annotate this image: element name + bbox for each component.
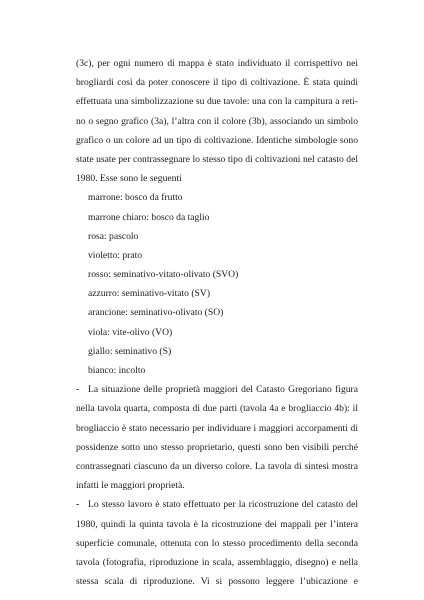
legend-item: giallo: seminativo (S) <box>88 345 172 357</box>
text-line: brogliaccio è stato necessario per individuare i maggiori accorpamenti di <box>76 422 358 434</box>
paragraph-coltivazioni <box>76 54 358 188</box>
color-legend-list <box>76 188 358 380</box>
bullet-marker: - <box>76 499 80 511</box>
text-line: (3c), per ogni numero di mappa è stato individuato il corrispettivo nei <box>76 58 358 69</box>
legend-item: azzurro: seminativo-vitato (SV) <box>88 288 211 300</box>
text-line: 1980. Esse sono le seguenti <box>76 173 182 185</box>
text-line: superficie comunale, ottenuta con lo stesso procedimento della seconda <box>76 537 358 549</box>
text-line: La situazione delle proprietà maggiori del Catasto Gregoriano figura <box>88 384 358 396</box>
text-line: brogliardi così da poter conoscere il tipo di coltivazione. È stata quindi <box>76 77 358 89</box>
legend-item: arancione: seminativo-olivato (SO) <box>88 307 224 319</box>
text-line: stessa scala di riproduzione. Vi si possono leggere l’ubicazione e <box>76 576 358 588</box>
legend-item: marrone chiaro: bosco da taglio <box>88 211 210 223</box>
legend-item: violetto: prato <box>88 249 143 261</box>
text-line: effettuata una simbolizzazione su due tavole: una con la campitura a reti- <box>76 96 358 108</box>
bullet-paragraph-proprieta <box>76 380 358 495</box>
legend-item: rosa: pascolo <box>88 230 139 242</box>
legend-item: rosso: seminativo-vitato-olivato (SVO) <box>88 269 239 281</box>
bullet-marker: - <box>76 384 80 396</box>
bullet-paragraph-catasto-1980 <box>76 495 358 591</box>
legend-item: marrone: bosco da frutto <box>88 192 183 204</box>
body-text <box>76 54 358 591</box>
text-line: grafico o un colore ad un tipo di coltivazione. Identiche simbologie sono <box>76 134 358 146</box>
text-line: state usate per contrassegnare lo stesso tipo di coltivazioni nel catasto del <box>76 153 358 165</box>
text-line: tavola (fotografia, riproduzione in scala, assemblaggio, disegno) e nella <box>76 556 358 568</box>
text-line: contrassegnati ciascuno da un diverso colore. La tavola di sintesi mostra <box>76 460 358 472</box>
legend-item: bianco: incolto <box>88 365 146 376</box>
text-line: possidenze sotto uno stesso proprietario, questi sono ben visibili perché <box>76 441 358 453</box>
text-line: no o segno grafico (3a), l’altra con il colore (3b), associando un simbolo <box>76 115 358 127</box>
text-line: infatti le maggiori proprietà. <box>76 480 185 492</box>
text-line: nella tavola quarta, composta di due parti (tavola 4a e brogliaccio 4b): il <box>76 403 358 415</box>
text-line: Lo stesso lavoro è stato effettuato per la ricostruzione del catasto del <box>88 499 358 511</box>
legend-item: viola: vite-olivo (VO) <box>88 326 173 338</box>
text-line: 1980, quindi la quinta tavola è la ricostruzione dei mappali per l’intera <box>76 518 358 530</box>
